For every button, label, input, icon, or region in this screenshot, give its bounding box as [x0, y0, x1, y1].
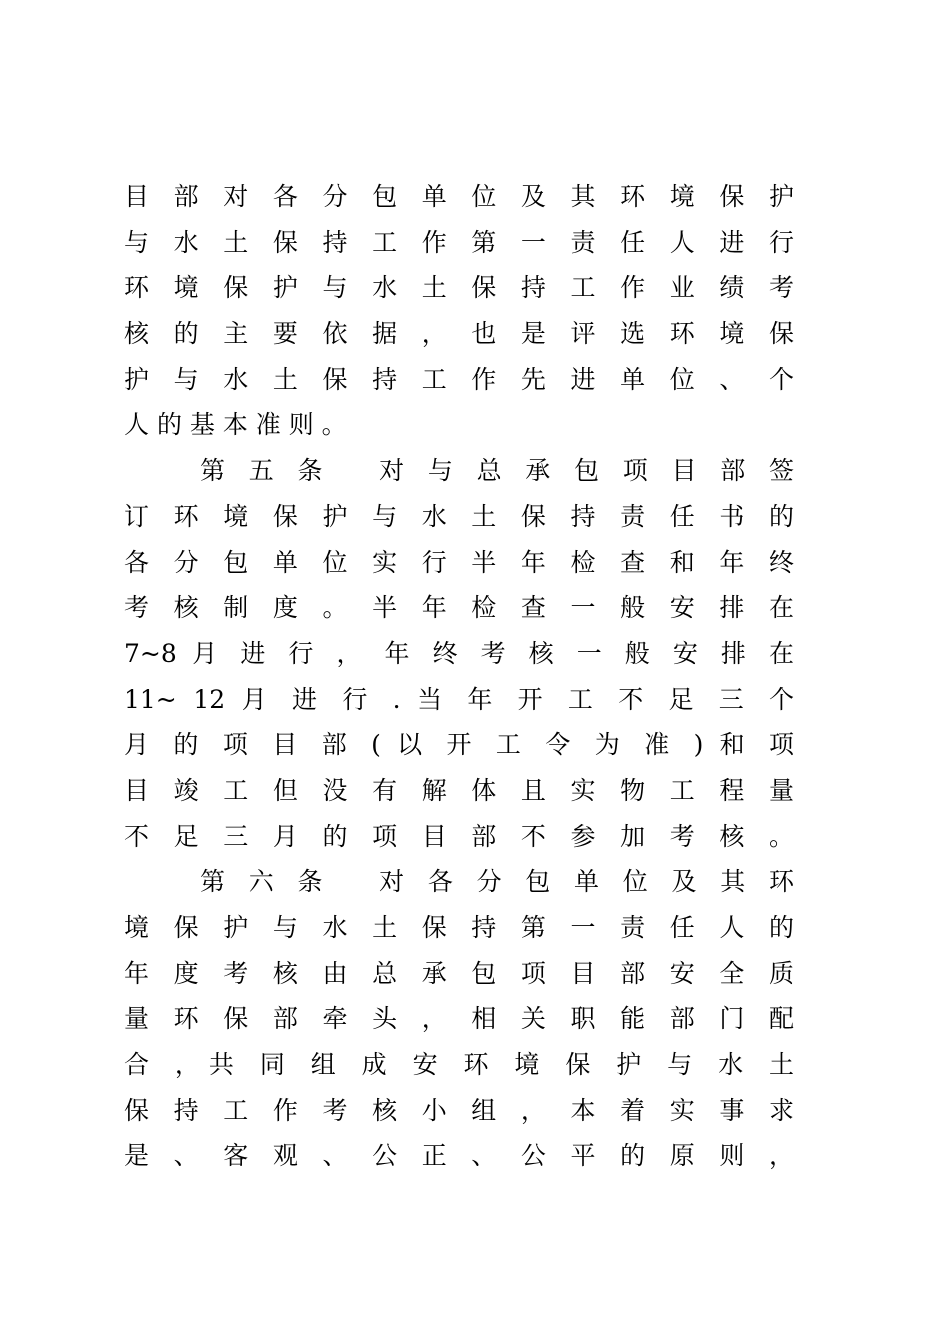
- text-line: 量 环 保 部 牵 头 ， 相 关 职 能 部 门 配: [124, 1004, 794, 1034]
- text-line: 环 境 保 护 与 水 土 保 持 工 作 业 绩 考: [124, 273, 794, 303]
- text-line: 人 的 基 本 准 则 。: [124, 410, 347, 440]
- article-6-heading-line: 第 六 条 对 各 分 包 单 位 及 其 环: [200, 867, 794, 897]
- article-5-heading-line: 第 五 条 对 与 总 承 包 项 目 部 签: [200, 456, 794, 486]
- text-line: 考 核 制 度 。 半 年 检 查 一 般 安 排 在: [124, 593, 794, 623]
- text-line: 保 持 工 作 考 核 小 组 ， 本 着 实 事 求: [124, 1095, 794, 1125]
- body-text: [124, 174, 794, 1179]
- text-line: 核 的 主 要 依 据 ， 也 是 评 选 环 境 保: [124, 319, 794, 349]
- text-line: 11~ 12 月 进 行 . 当 年 开 工 不 足 三 个: [124, 684, 794, 714]
- text-line: 合 ，共 同 组 成 安 环 境 保 护 与 水 土: [124, 1050, 794, 1080]
- text-line: 护 与 水 土 保 持 工 作 先 进 单 位 、 个: [124, 364, 794, 394]
- text-line: 不 足 三 月 的 项 目 部 不 参 加 考 核 。: [124, 821, 794, 851]
- text-line: 年 度 考 核 由 总 承 包 项 目 部 安 全 质: [124, 958, 794, 988]
- text-line: 各 分 包 单 位 实 行 半 年 检 查 和 年 终: [124, 547, 794, 577]
- text-line: 目 部 对 各 分 包 单 位 及 其 环 境 保 护: [124, 182, 794, 211]
- text-line: 与 水 土 保 持 工 作 第 一 责 任 人 进 行: [124, 227, 794, 257]
- text-line: 7~8 月 进 行 ， 年 终 考 核 一 般 安 排 在: [124, 638, 794, 668]
- text-line: 订 环 境 保 护 与 水 土 保 持 责 任 书 的: [124, 501, 794, 531]
- text-line: 目 竣 工 但 没 有 解 体 且 实 物 工 程 量: [124, 775, 794, 805]
- text-line: 境 保 护 与 水 土 保 持 第 一 责 任 人 的: [124, 913, 794, 942]
- text-line: 月 的 项 目 部 ( 以 开 工 令 为 准 ) 和 项: [124, 730, 794, 760]
- text-line: 是 、 客 观 、 公 正 、 公 平 的 原 则 ，: [124, 1141, 794, 1171]
